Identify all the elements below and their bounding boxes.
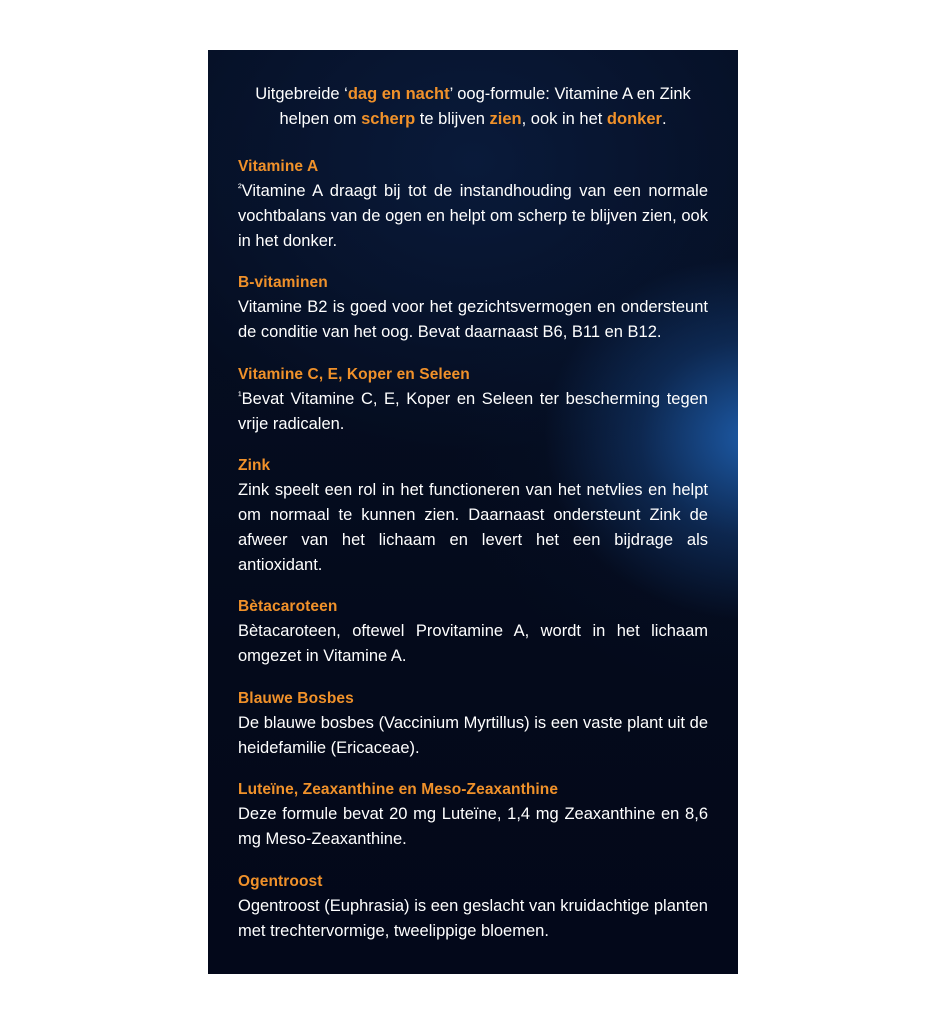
section-body-text: Vitamine A draagt bij tot de instandhouding van een normale vochtbalans van de ogen en helpt om scherp te blijven zien, ook in het donker.: [238, 182, 708, 250]
intro-highlight-dag-en-nacht: dag en nacht: [347, 85, 450, 103]
section-title: Zink: [238, 457, 271, 475]
section-vitamine-c-e-koper-seleen: [238, 366, 708, 437]
section-body-text: Bètacaroteen, oftewel Provitamine A, wordt in het lichaam omgezet in Vitamine A.: [238, 622, 708, 666]
section-body-text: De blauwe bosbes (Vaccinium Myrtillus) is een vaste plant uit de heidefamilie (Ericaceae).: [238, 713, 708, 757]
intro-mid-1: ’ oog-formule: Vitamine A en Zink helpen om: [279, 85, 691, 129]
section-blauwe-bosbes: [238, 690, 708, 761]
intro-suffix: .: [661, 110, 667, 129]
section-ogentroost: [238, 873, 708, 944]
intro-paragraph: [244, 82, 702, 132]
section-body-text: Vitamine B2 is goed voor het gezichtsvermogen en ondersteunt de conditie van het oog. Bevat daarnaast B6, B11 en B12.: [238, 298, 708, 342]
section-body: [238, 894, 708, 944]
intro-highlight-donker: donker: [606, 110, 662, 129]
section-title: Ogentroost: [238, 872, 323, 890]
section-body: [238, 179, 708, 253]
section-title: Blauwe Bosbes: [238, 689, 354, 707]
section-body-text: Ogentroost (Euphrasia) is een geslacht van kruidachtige planten met trechtervormige, tweelippige bloemen.: [238, 896, 708, 940]
section-body-text: Bevat Vitamine C, E, Koper en Seleen ter bescherming tegen vrije radicalen.: [238, 389, 708, 433]
product-info-panel: [208, 50, 738, 974]
section-title: B-vitaminen: [238, 274, 328, 292]
intro-highlight-zien: zien: [489, 110, 522, 129]
section-body: [238, 387, 708, 437]
section-title: Vitamine A: [238, 158, 319, 176]
section-zink: [238, 457, 708, 577]
section-title: Vitamine C, E, Koper en Seleen: [238, 365, 470, 383]
section-title: Bètacaroteen: [238, 598, 338, 616]
intro-prefix: Uitgebreide ‘: [255, 85, 348, 103]
intro-mid-3: , ook in het: [521, 110, 607, 129]
section-body: [238, 619, 708, 669]
section-vitamine-a: [238, 158, 708, 253]
section-betacaroteen: [238, 598, 708, 669]
intro-mid-2: te blijven: [415, 110, 490, 129]
footnote-marker: ¹: [238, 389, 242, 402]
section-title: Luteïne, Zeaxanthine en Meso-Zeaxanthine: [238, 781, 559, 799]
section-body: [238, 711, 708, 761]
panel-content: [208, 50, 738, 974]
section-body: [238, 295, 708, 345]
section-body: [238, 802, 708, 852]
section-luteine-zeaxanthine: [238, 781, 708, 852]
section-b-vitaminen: [238, 274, 708, 345]
footnote-marker: ²: [238, 182, 242, 195]
section-body: [238, 478, 708, 577]
intro-highlight-scherp: scherp: [361, 110, 416, 129]
section-body-text: Deze formule bevat 20 mg Luteïne, 1,4 mg Zeaxanthine en 8,6 mg Meso-Zeaxanthine.: [238, 805, 708, 849]
section-body-text: Zink speelt een rol in het functioneren van het netvlies en helpt om normaal te kunnen zien. Daarnaast ondersteunt Zink de afweer van het lichaam en levert het een bijdrage als antioxidant.: [238, 481, 708, 574]
